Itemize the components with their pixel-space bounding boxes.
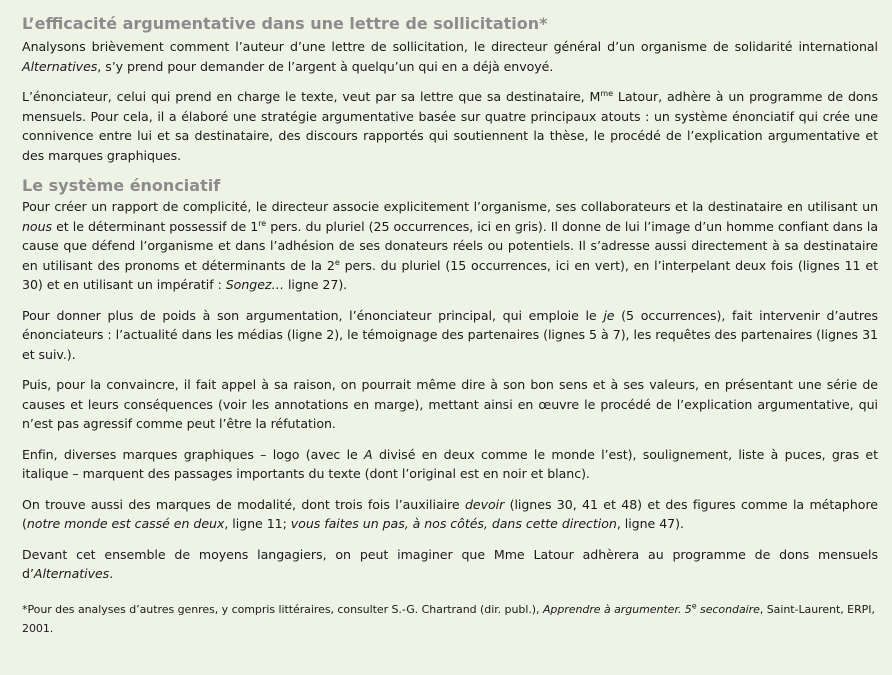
graphic-marks-paragraph: Enfin, diverses marques graphiques – logo (avec le A divisé en deux comme le monde l’est), soulignement, liste à puces, gras et italique – marquent des passages importants du texte (dont l’original est en noir et blanc).: [22, 446, 879, 481]
reasoning-paragraph: Puis, pour la convaincre, il fait appel à sa raison, on pourrait même dire à son bon sens et à ses valeurs, en présentant une série de causes et leurs conséquences (voir les annotations en marge), mettant ainsi en œuvre le procédé de l’explication argumentative, qui n’est pas agressif comme peut l’être la réfutation.: [22, 377, 878, 431]
section-heading: Le système énonciatif: [22, 176, 221, 195]
complicity-paragraph: Pour créer un rapport de complicité, le directeur associe explicitement l’organisme, ses collaborateurs et la destinataire en utilisant un nous et le déterminant possessif de 1re pers. du pluriel (25 occurrences, ici en gris). Il donne de lui l’image d’un homme confiant dans la cause que défend l’organisme et dans l’adhésion de ses donateurs réels ou potentiels. Il s’adresse aussi directement à sa destinataire en utilisant des pronoms et déterminants de la 2e pers. du pluriel (15 occurrences, ici en vert), en l’interpelant deux fois (lignes 11 et 30) et en utilisant un impératif : Songez… ligne 27).: [22, 199, 879, 292]
intro-paragraph: Analysons brièvement comment l’auteur d’une lettre de sollicitation, le directeur général d’un organisme de solidarité international Alternatives, s’y prend pour demander de l’argent à quelqu’un qui en a déjà envoyé.: [22, 39, 878, 74]
document-title: L’efficacité argumentative dans une lettre de sollicitation*: [22, 14, 548, 33]
conclusion-paragraph: Devant cet ensemble de moyens langagiers, on peut imaginer que Mme Latour adhèrera au programme de dons mensuels d’Alternatives.: [22, 546, 878, 581]
footnote: *Pour des analyses d’autres genres, y compris littéraires, consulter S.-G. Chartrand (dir. publ.), Apprendre à argumenter. 5e secondaire, Saint-Laurent, ERPI, 2001.: [22, 600, 875, 635]
strategy-paragraph: L’énonciateur, celui qui prend en charge le texte, veut par sa lettre que sa destinataire, $M^{me}$ Latour, adhère à un programme de dons mensuels. Pour cela, il a élaboré une stratégie argumentative basée sur quatre principaux atouts : un système énonciatif qui crée une connivence entre lui et sa destinataire, des discours rapportés qui soutiennent la thèse, le procédé de l’explication argumentative et des marques graphiques.: [22, 88, 878, 163]
modality-paragraph: On trouve aussi des marques de modalité, dont trois fois l’auxiliaire devoir (lignes 30, 41 et 48) et des figures comme la métaphore (notre monde est cassé en deux, ligne 11; vous faites un pas, à nos côtés, dans cette direction, ligne 47).: [22, 496, 878, 531]
enunciators-paragraph: Pour donner plus de poids à son argumentation, l’énonciateur principal, qui emploie le je (5 occurrences), fait intervenir d’autres énonciateurs : l’actualité dans les médias (ligne 2), le témoignage des partenaires (lignes 5 à 7), les requêtes des partenaires (lignes 31 et suiv.).: [22, 307, 878, 362]
